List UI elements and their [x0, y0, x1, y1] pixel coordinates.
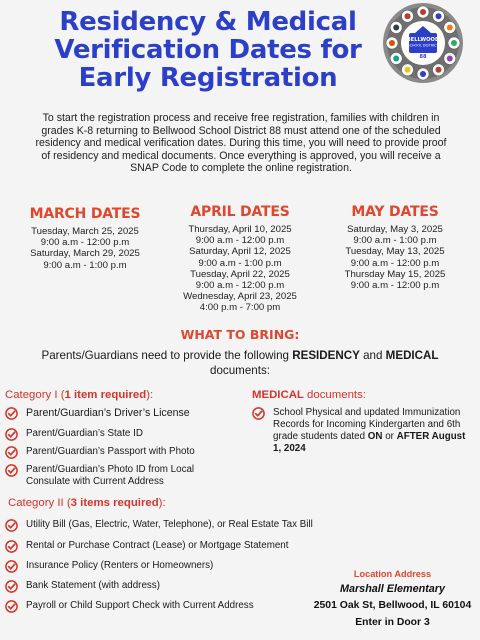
march-heading: MARCH DATES — [29, 206, 141, 222]
what-to-bring-subtitle — [20, 348, 460, 378]
category-requirement: 1 item required — [64, 389, 147, 401]
list-item — [5, 446, 245, 459]
list-item — [5, 428, 245, 441]
list-item — [5, 580, 305, 593]
logo-text-3: 88 — [419, 54, 427, 60]
location-heading: Location Address — [353, 569, 432, 579]
category-requirement: 3 items required — [70, 497, 159, 509]
list-item — [5, 600, 305, 613]
category-text: ): — [146, 389, 154, 401]
medical-item-after: AFTER August 1, 2024 — [273, 431, 466, 454]
item-text: Bank Statement (with address) — [26, 580, 160, 591]
list-item — [5, 540, 365, 553]
intro-paragraph: To start the registration process and receive free registration, families with children in grades K-8 returning to Bellwood School District 88 must attend one of the scheduled residency and medical verification dates. During this time, you will need to provide proof of residency and medical documents. Once everything is approved, you will receive a SNAP Code to complete the online registration. — [35, 112, 447, 174]
item-text: Utility Bill (Gas, Electric, Water, Telephone), or Real Estate Tax Bill — [26, 519, 313, 530]
check-circle-icon — [5, 560, 18, 573]
list-item — [5, 407, 245, 420]
category-text: Category II ( — [8, 497, 71, 509]
medical-label: MEDICAL — [252, 389, 304, 401]
item-text: Payroll or Child Support Check with Current Address — [26, 600, 254, 611]
category-2-heading — [8, 497, 166, 509]
date-line: Thursday May 15, 2025 — [344, 268, 446, 280]
date-line: 9:00 a.m - 12:00 p.m — [350, 280, 440, 292]
check-circle-icon — [5, 580, 18, 593]
may-heading: MAY DATES — [351, 204, 439, 220]
date-line: 9:00 a.m - 12:00 p.m — [40, 237, 130, 249]
date-line: 9:00 a.m - 12:00 p.m — [195, 280, 285, 292]
list-item — [252, 407, 472, 455]
district-logo — [382, 2, 464, 84]
location-door: Enter in Door 3 — [355, 617, 430, 628]
check-circle-icon — [5, 407, 18, 420]
date-line: Tuesday, May 13, 2025 — [345, 246, 445, 258]
may-dates — [315, 204, 475, 291]
date-line: 9:00 a.m - 12:00 p.m — [350, 257, 440, 269]
logo-text-2: SCHOOL DISTRICT — [407, 43, 439, 48]
item-text: Parent/Guardian’s State ID — [26, 428, 143, 439]
category-1-heading — [5, 389, 153, 401]
subtitle-text: and — [359, 349, 386, 362]
medical-item-on: ON — [367, 431, 383, 442]
category-text: Category I ( — [5, 389, 65, 401]
date-line: Saturday, April 12, 2025 — [189, 246, 291, 258]
check-circle-icon — [5, 464, 18, 477]
medical-text: documents: — [303, 389, 366, 401]
date-line: Saturday, May 3, 2025 — [347, 224, 443, 235]
date-line: 9:00 a.m - 1:00 p.m — [353, 235, 437, 247]
check-circle-icon — [252, 407, 265, 420]
logo-text-1: BELLWOOD — [406, 37, 440, 43]
check-circle-icon — [5, 540, 18, 553]
location-address: 2501 Oak St, Bellwood, IL 60104 — [313, 600, 472, 611]
date-line: 9:00 a.m - 12:00 p.m — [195, 235, 285, 247]
date-line: Thursday, April 10, 2025 — [188, 224, 292, 235]
item-text: Parent/Guardian’s Passport with Photo — [26, 446, 195, 457]
march-dates — [10, 206, 160, 271]
check-circle-icon — [5, 519, 18, 532]
date-line: Tuesday, April 22, 2025 — [190, 268, 290, 280]
item-text: Parent/Guardian’s Driver’s License — [26, 407, 190, 419]
subtitle-text: Parents/Guardians need to provide the following — [41, 349, 293, 362]
list-item — [5, 464, 240, 488]
check-circle-icon — [5, 446, 18, 459]
item-text: Insurance Policy (Renters or Homeowners) — [26, 560, 214, 571]
date-line: Wednesday, April 23, 2025 — [183, 291, 297, 303]
date-line: Saturday, March 29, 2025 — [30, 248, 140, 260]
date-line: 9:00 a.m - 1:00 p.m — [198, 257, 282, 269]
medical-heading — [252, 389, 366, 401]
check-circle-icon — [5, 600, 18, 613]
list-item — [5, 560, 305, 573]
list-item — [5, 519, 365, 532]
category-text: ): — [158, 497, 166, 509]
april-dates — [160, 204, 320, 314]
date-line: Tuesday, March 25, 2025 — [31, 226, 139, 237]
date-line: 4:00 p.m - 7:00 pm — [199, 302, 281, 314]
item-text: Rental or Purchase Contract (Lease) or Mortgage Statement — [26, 540, 289, 551]
medical-item-text: or — [382, 431, 397, 442]
page-title: Residency & Medical Verification Dates for Early Registration — [54, 7, 362, 93]
medical-item-text: School Physical and updated Immunization Records for Incoming Kindergarten and 6th grade students dated — [273, 407, 461, 442]
subtitle-residency: RESIDENCY — [292, 349, 360, 362]
subtitle-text: documents: — [210, 364, 270, 377]
what-to-bring-heading: WHAT TO BRING: — [180, 327, 300, 342]
date-line: 9:00 a.m - 1:00 p.m — [43, 259, 127, 271]
april-heading: APRIL DATES — [190, 204, 290, 220]
item-text: Parent/Guardian’s Photo ID from Local Consulate with Current Address — [26, 464, 195, 487]
subtitle-medical: MEDICAL — [385, 349, 439, 362]
item-text — [273, 407, 472, 455]
location-name: Marshall Elementary — [339, 583, 446, 595]
check-circle-icon — [5, 428, 18, 441]
